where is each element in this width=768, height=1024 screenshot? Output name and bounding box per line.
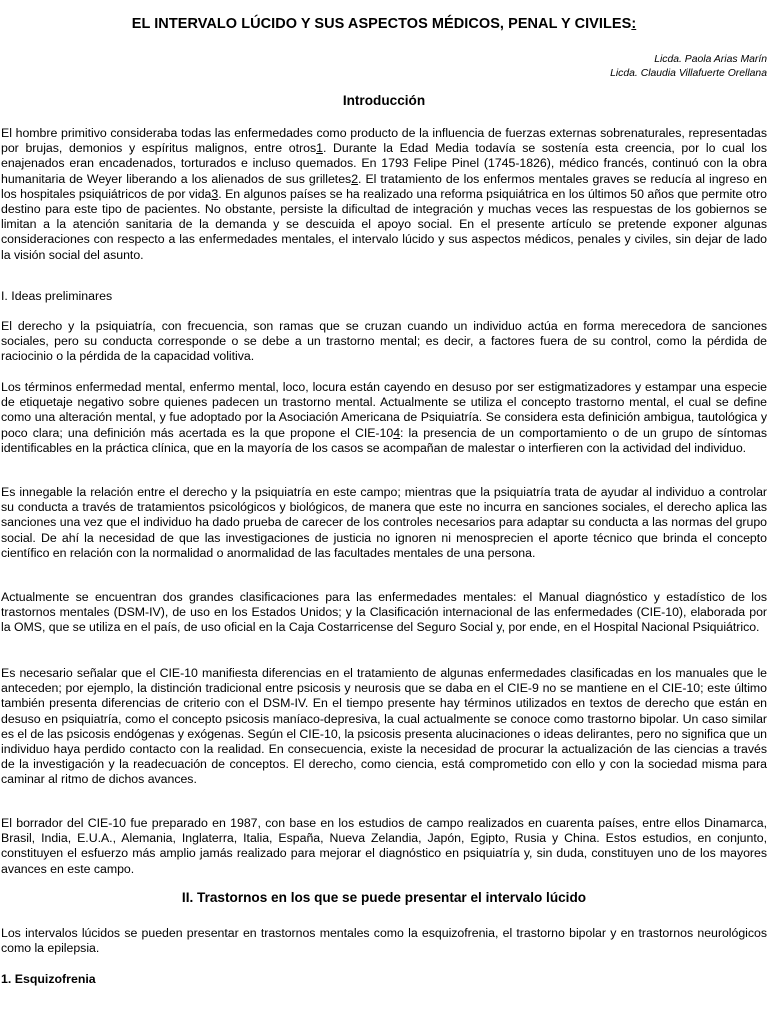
author-name: Licda. Paola Arias Marín (654, 54, 767, 65)
paragraph (1, 380, 767, 456)
footnote-link-4[interactable]: 4 (393, 425, 401, 440)
text-run: . En algunos países se ha realizado una reforma psiquiátrica en los últimos 50 años que permite otro destino para este tipo de pacientes. No obstante, persiste la dificultad de integración y muchas veces las respuestas de los gobiernos se limitan a la atención sanitaria de la demanda y se descuida el apoyo social. En el presente artículo se pretende exponer algunas consideraciones con respecto a las enfermedades mentales, el intervalo lúcido y sus aspectos médicos, penales y civiles, sin dejar de lado la visión social del asunto. (1, 186, 767, 262)
paragraph: Actualmente se encuentran dos grandes clasificaciones para las enfermedades mentales: el Manual diagnóstico y estadístico de los trastornos mentales (DSM-IV), de uso en los Estados Unidos; y la Clasificación internacional de las enfermedades (CIE-10), elaborada por la OMS, que se utiliza en el país, de uso oficial en la Caja Costarricense del Seguro Social y, por ende, en el Hospital Nacional Psiquiátrico. (1, 590, 767, 635)
subsection-heading: 1. Esquizofrenia (1, 972, 96, 986)
paragraph: Los intervalos lúcidos se pueden presentar en trastornos mentales como la esquizofrenia, el trastorno bipolar y en trastornos neurológicos como la epilepsia. (1, 926, 767, 956)
section-2-heading: II. Trastornos en los que se puede presentar el intervalo lúcido (181, 890, 587, 905)
footnote-link-2[interactable]: 2 (351, 171, 359, 186)
author-name: Licda. Claudia Villafuerte Orellana (610, 68, 767, 79)
document-title (0, 16, 768, 32)
footnote-link-1[interactable]: 1 (316, 141, 323, 156)
text-run: . Durante la Edad Media todavía se sostenía esta creencia, por lo cual los enajenados eran encadenados, torturados e incluso quemados. En 1793 Felipe Pinel (1745-1826), médico francés, continuó con la obra humanitaria de Weyer liberando a los alienados de sus grilletes (1, 141, 767, 186)
paragraph: El borrador del CIE-10 fue preparado en 1987, con base en los estudios de campo realizados en cuarenta países, entre ellos Dinamarca, Brasil, India, E.U.A., Alemania, Inglaterra, Italia, España, Nueva Zelandia, Japón, Egipto, Rusia y China. Estos estudios, en conjunto, constituyen el esfuerzo más amplio jamás realizado para mejorar el diagnóstico en psiquiatría y, sin duda, constituyen uno de los mayores avances en este campo. (1, 816, 767, 876)
paragraph: Es necesario señalar que el CIE-10 manifiesta diferencias en el tratamiento de algunas enfermedades clasificadas en los manuales que le anteceden; por ejemplo, la distinción tradicional entre psicosis y neurosis que se daba en el CIE-9 no se mantiene en el CIE-10; este último también presenta diferencias de criterio con el DSM-IV. En el tiempo presente hay términos utilizados en textos de derecho que están en desuso en psiquiatría, como el concepto psicosis maníaco-depresiva, la cual actualmente se conoce como trastorno bipolar. Un caso similar es el de las psicosis endógenas y exógenas. Según el CIE-10, la psicosis presenta alucinaciones o ideas delirantes, pero no significa que un individuo haya perdido contacto con la realidad. En consecuencia, existe la necesidad de procurar la actualización de las ciencias a través de la investigación y la readecuación de conceptos. El derecho, como ciencia, está comprometido con ello y con la sociedad misma para caminar al ritmo de dichos avances. (1, 666, 767, 787)
title-text: EL INTERVALO LÚCIDO Y SUS ASPECTOS MÉDICOS, PENAL Y CIVILES (131, 16, 632, 32)
paragraph: El derecho y la psiquiatría, con frecuencia, son ramas que se cruzan cuando un individuo actúa en forma merecedora de sanciones sociales, pero su conducta corresponde o se debe a un trastorno mental; es decir, a factores fuera de su control, como la pérdida de raciocinio o la pérdida de la capacidad volitiva. (1, 319, 767, 364)
title-footnote-link[interactable]: : (631, 16, 637, 32)
author-list (610, 53, 767, 81)
text-run: Los términos enfermedad mental, enfermo mental, loco, locura están cayendo en desuso por ser estigmatizadores y estampar una especie de etiquetaje negativo sobre quienes padecen un trastorno mental. Actualmente se utiliza el concepto trastorno mental, el cual se define como una alteración mental, y fue adoptado por la Asociación Americana de Psiquiatría. Se considera esta definición ambigua, tautológica y poco clara; una definición más acertada es la que propone el CIE-10 (1, 380, 767, 440)
paragraph: Es innegable la relación entre el derecho y la psiquiatría en este campo; mientras que la psiquiatría trata de ayudar al individuo a controlar su conducta a través de tratamientos psicológicos y biológicos, de manera que este no incurra en sanciones sociales, el derecho aplica las sanciones una vez que el individuo ha dado prueba de carecer de los controles necesarios para adaptar su conducta a las normas del grupo social. De ahí la necesidad de que las investigaciones de justicia no ignoren ni menosprecien el aporte técnico que brinda el concepto científico en relación con la normalidad o anormalidad de las facultades mentales de una persona. (1, 485, 767, 560)
text-run: : la presencia de un comportamiento o de un grupo de síntomas identificables en la práctica clínica, que en la mayoría de los casos se acompañan de malestar o interfieren con la actividad del individuo. (1, 425, 767, 455)
text-run: El hombre primitivo consideraba todas las enfermedades como producto de la influencia de fuerzas externas sobrenaturales, representadas por brujas, demonios y espíritus malignos, entre otros (1, 126, 767, 156)
section-1-heading: I. Ideas preliminares (1, 289, 113, 303)
introduction-heading: Introducción (342, 93, 426, 108)
text-run: . El tratamiento de los enfermos mentales graves se reducía al ingreso en los hospitales psiquiátricos de por vida (1, 171, 767, 201)
footnote-link-3[interactable]: 3 (211, 186, 219, 201)
intro-paragraph (1, 126, 767, 263)
